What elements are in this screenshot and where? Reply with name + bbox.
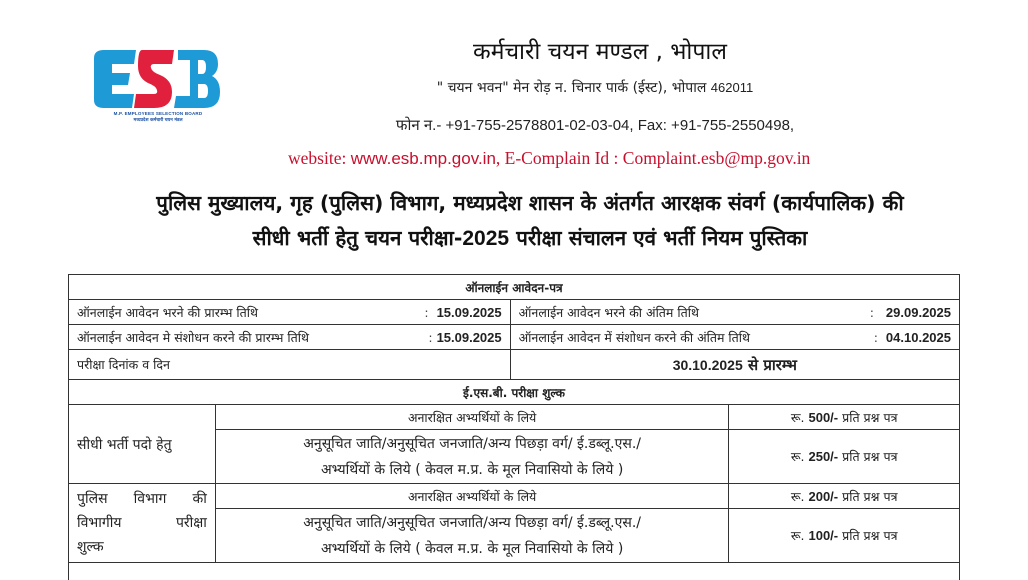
complain-label: , E-Complain Id : (495, 148, 623, 168)
fee-desc-reserved: अनुसूचित जाति/अनुसूचित जनजाति/अन्य पिछड़ा वर्ग/ ई.डब्लू.एस./ अभ्यर्थियों के लिये ( केवल म.प्र. के मूल निवासियो के लिये ) (215, 509, 728, 563)
esb-logo (90, 48, 224, 128)
correction-start-value: 15.09.2025 (436, 329, 502, 345)
pincode: 462011 (710, 80, 754, 95)
organization-address (330, 78, 860, 97)
website-line (288, 148, 968, 169)
fee-desc-reserved: अनुसूचित जाति/अनुसूचित जनजाति/अन्य पिछड़ा वर्ग/ ई.डब्लू.एस./ अभ्यर्थियों के लिये ( केवल म.प्र. के मूल निवासियो के लिये ) (215, 430, 728, 484)
fee-category-departmental-exam: पुलिस विभाग की विभागीय परीक्षा शुल्क (69, 484, 216, 563)
fee-desc-unreserved: अनारक्षित अभ्यर्थियों के लिये (215, 405, 728, 430)
table-row (69, 300, 960, 325)
fee-amount: रू. 500/- प्रति प्रश्न पत्र (729, 405, 960, 430)
correction-start-cell: ऑनलाईन आवेदन मे संशोधन करने की प्रारम्भ तिथि : 15.09.2025 (69, 325, 511, 350)
correction-end-cell: ऑनलाईन आवेदन में संशोधन करने की अंतिम तिथि : 04.10.2025 (510, 325, 959, 350)
fee-desc-unreserved: अनारक्षित अभ्यर्थियों के लिये (215, 484, 728, 509)
start-date-cell: ऑनलाईन आवेदन भरने की प्रारम्भ तिथि : 15.09.2025 (69, 300, 511, 325)
organization-name: कर्मचारी चयन मण्डल , भोपाल (473, 39, 727, 65)
logo-subtitle-hindi: मध्यप्रदेश कर्मचारी चयन मंडल (133, 118, 183, 123)
correction-start-label: ऑनलाईन आवेदन मे संशोधन करने की प्रारम्भ तिथि (77, 329, 309, 345)
fee-amount: रू. 100/- प्रति प्रश्न पत्र (729, 509, 960, 563)
title-line-1: पुलिस मुख्यालय, गृह (पुलिस) विभाग, मध्यप्रदेश शासन के अंतर्गत आरक्षक संवर्ग (कार्यपालिक) की (156, 191, 904, 215)
table-row (69, 405, 960, 430)
table-row (69, 350, 960, 380)
fees-header-row (69, 380, 960, 405)
end-date-value: 29.09.2025 (885, 304, 951, 320)
correction-end-label: ऑनलाईन आवेदन में संशोधन करने की अंतिम तिथि (518, 329, 751, 345)
document-title (60, 186, 1000, 256)
contact-phone-fax: फोन न.- +91-755-2578801-02-03-04, Fax: +91-755-2550498, (395, 117, 795, 134)
fees-title: ई.एस.बी. परीक्षा शुल्क (69, 380, 960, 405)
complain-email-link[interactable]: Complaint.esb@mp.gov.in (622, 148, 811, 168)
online-application-header-row (69, 275, 960, 300)
website-link[interactable]: www.esb.mp.gov.in (350, 149, 496, 168)
start-date-label: ऑनलाईन आवेदन भरने की प्रारम्भ तिथि (77, 304, 258, 320)
exam-date-value: 30.10.2025 से प्रारम्भ (510, 350, 959, 380)
start-date-value: 15.09.2025 (436, 304, 502, 320)
website-label: website: (288, 148, 351, 168)
schedule-fee-table (68, 274, 960, 580)
title-line-2: सीधी भर्ती हेतु चयन परीक्षा-2025 परीक्षा संचालन एवं भर्ती नियम पुस्तिका (252, 226, 808, 250)
table-row (69, 325, 960, 350)
fee-category-direct-recruitment: सीधी भर्ती पदो हेतु (69, 405, 216, 484)
logo-subtitle-english: M.P. EMPLOYEES SELECTION BOARD (113, 111, 203, 116)
esb-logo-graphic (90, 48, 224, 112)
online-application-title: ऑनलाईन आवेदन-पत्र (69, 275, 960, 300)
exam-date-label: परीक्षा दिनांक व दिन (69, 350, 511, 380)
table-row (69, 484, 960, 509)
end-date-label: ऑनलाईन आवेदन भरने की अंतिम तिथि (518, 304, 699, 320)
end-date-cell: ऑनलाईन आवेदन भरने की अंतिम तिथि : 29.09.2025 (510, 300, 959, 325)
correction-end-value: 04.10.2025 (885, 329, 951, 345)
fee-amount: रू. 250/- प्रति प्रश्न पत्र (729, 430, 960, 484)
table-row-cut-off (69, 563, 960, 580)
address-text: " चयन भवन" मेन रोड़ न. चिनार पार्क (ईस्ट), भोपाल (436, 80, 707, 96)
fee-amount: रू. 200/- प्रति प्रश्न पत्र (729, 484, 960, 509)
